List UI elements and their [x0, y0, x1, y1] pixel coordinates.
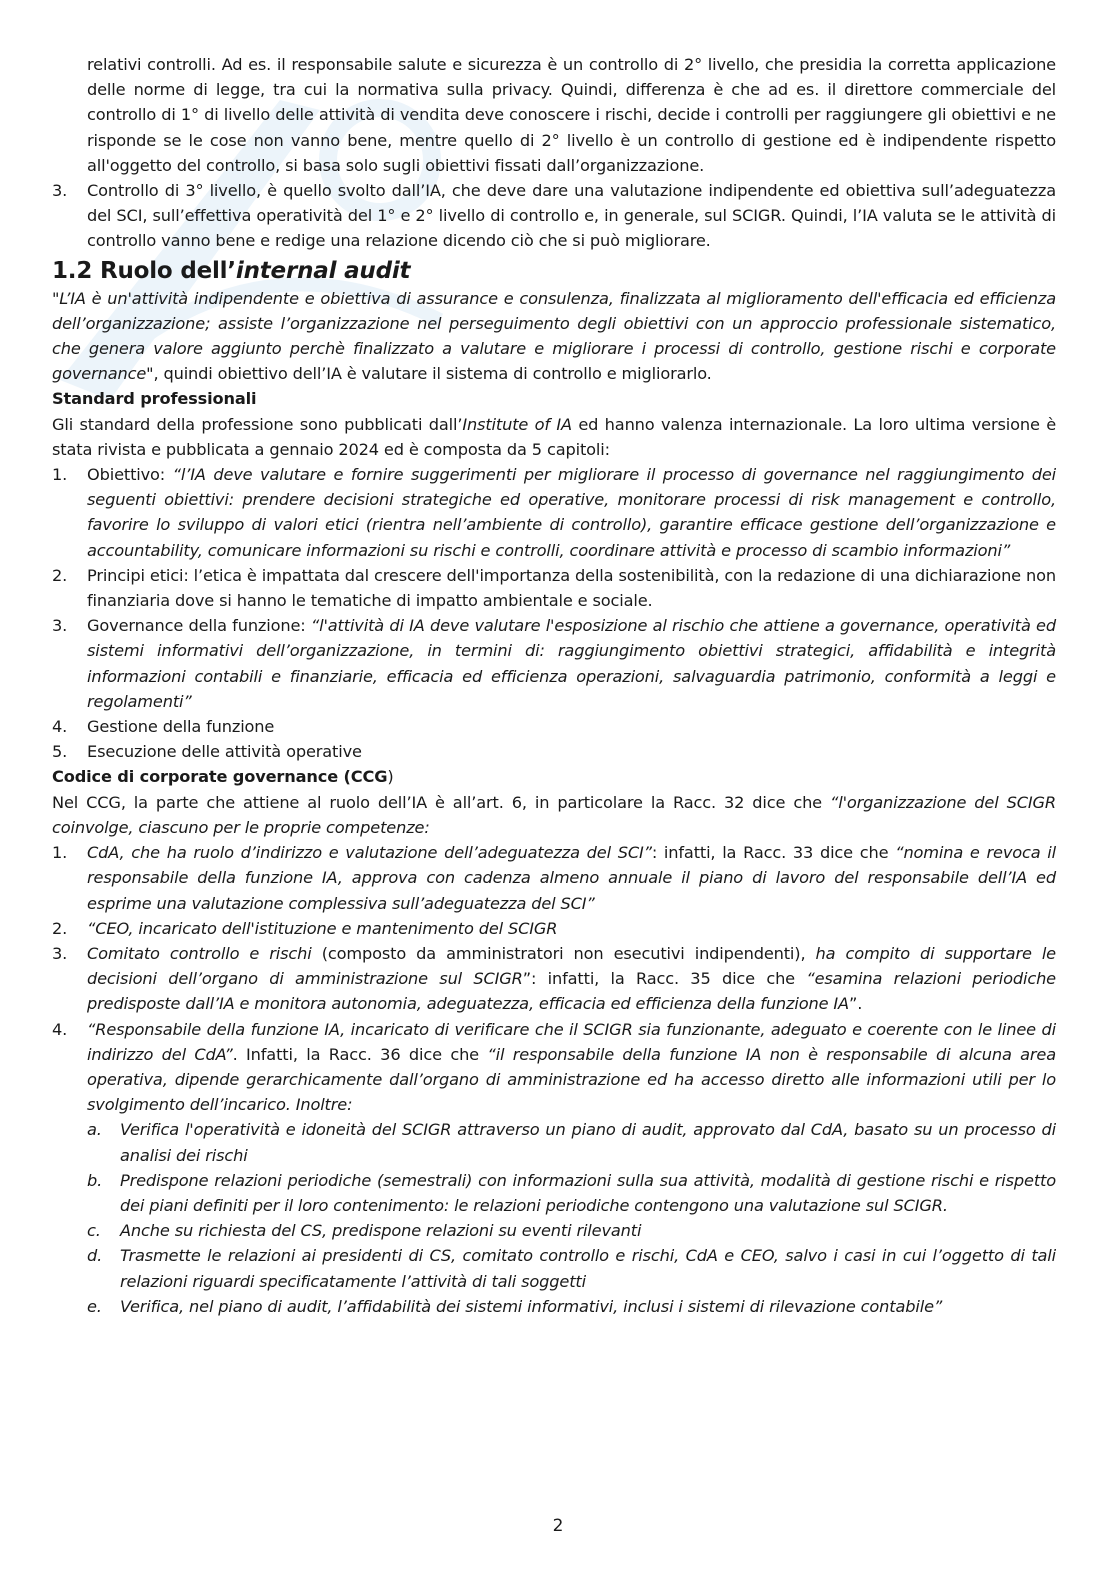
sub-list-item: [52, 1294, 1056, 1319]
list-item-italic: “il responsabile della funzione IA non è responsabile di alcuna area operativa, dipende gerarchicamente dall’organo di amministrazione ed ha accesso diretto alle informazioni utili per lo svolgimento dell’incarico. Inoltre:: [87, 1044, 1056, 1115]
list-item-italic: “CEO, incaricato dell'istituzione e mantenimento del SCIGR: [87, 918, 558, 938]
list-number: 1.: [52, 465, 68, 485]
list-item-italic: “l’IA deve valutare e fornire suggerimenti per migliorare il processo di governance nel raggiungimento dei seguenti obiettivi: prendere decisioni strategiche ed operative, monitorare processi di risk management e controllo, favorire lo sviluppo di valori etici (rientra nell’ambiente di controllo), garantire efficace gestione dell’organizzazione e accountability, comunicare informazioni su rischi e controlli, coordinare attività e processo di scambio informazioni”: [87, 465, 1056, 560]
list-number: 3.: [52, 616, 68, 636]
sub-list-item: [52, 1243, 1056, 1293]
sub-list-letter: b.: [87, 1170, 103, 1190]
standards-intro-a: Gli standard della professione sono pubblicati dall’: [52, 414, 463, 434]
section-title-italic: internal audit: [235, 257, 411, 284]
sub-list-letter: c.: [87, 1221, 101, 1241]
ccg-heading-bold: Codice di corporate governance (CCG: [52, 767, 388, 787]
list-item-lead: Gestione della funzione: [87, 717, 275, 737]
sub-list-item: [52, 1218, 1056, 1243]
sub-list-text: Anche su richiesta del CS, predispone relazioni su eventi rilevanti: [120, 1221, 642, 1241]
standards-intro-italic: Institute of IA: [462, 414, 572, 434]
sub-list-item: [52, 1168, 1056, 1218]
list-number: 2.: [52, 918, 68, 938]
sub-list-item: [52, 1117, 1056, 1167]
list-number: 5.: [52, 742, 68, 762]
definition-quote: "L’IA è un'attività indipendente e obiettiva di assurance e consulenza, finalizzata al miglioramento dell'efficacia ed efficienza dell’organizzazione; assiste l’organizzazione nel perseguimento degli obiettivi con un approccio professionale sistematico, che genera valore aggiunto perchè finalizzato a valutare e migliorare i processi di controllo, gestione rischi e corporate governance": [52, 288, 1056, 384]
list-item-lead: Esecuzione delle attività operative: [87, 742, 362, 762]
page-number: 2: [552, 1516, 564, 1536]
list-item: [52, 941, 1056, 1017]
document-page: [52, 52, 1056, 1319]
sub-list-letter: a.: [87, 1120, 102, 1140]
sub-list-text: Predispone relazioni periodiche (semestrali) con informazioni sulla sua attività, modalità di gestione rischi e rispetto dei piani definiti per il loro contenimento: le relazioni periodiche contengono una valutazione sul SCIGR.: [120, 1170, 1056, 1215]
definition-tail: , quindi obiettivo dell’IA è valutare il sistema di controllo e migliorarlo.: [153, 364, 712, 384]
ccg-intro: [52, 790, 1056, 840]
standards-intro: [52, 412, 1056, 462]
list-item: [52, 1017, 1056, 1118]
definition-paragraph: [52, 286, 1056, 387]
list-item-italic: ha compito di supportare le decisioni dell’organo di amministrazione sul SCIGR: [87, 943, 1056, 989]
level-3-item: [52, 178, 1056, 254]
list-number: 4.: [52, 1019, 68, 1039]
list-item: [52, 916, 1056, 941]
list-item-lead: Principi etici: l’etica è impattata dal crescere dell'importanza della sostenibilità, con la redazione di una dichiarazione non finanziaria dove si hanno le tematiche di impatto ambientale e sociale.: [87, 565, 1056, 611]
standards-heading: Standard professionali: [52, 389, 257, 409]
ccg-intro-a: Nel CCG, la parte che attiene al ruolo dell’IA è all’art. 6, in particolare la Racc. 32 dice che: [52, 792, 830, 812]
list-item: [52, 714, 1056, 739]
list-item: [52, 840, 1056, 916]
sub-list-text: Verifica l'operatività e idoneità del SCIGR attraverso un piano di audit, approvato dal CdA, basato su un processo di analisi dei rischi: [120, 1120, 1056, 1165]
list-item-italic: “l'attività di IA deve valutare l'esposizione al rischio che attiene a governance, operatività ed sistemi informativi dell’organizzazione, in termini di: raggiungimento obiettivi strategici, affidabilità e integrità informazioni contabili e finanziarie, efficacia ed efficienza operazioni, salvaguardia patrimonio, conformità a leggi e regolamenti”: [87, 616, 1056, 711]
list-item-italic: CdA, che ha ruolo d’indirizzo e valutazione dell’adeguatezza del SCI”: [87, 843, 652, 863]
list-number: 3.: [52, 181, 68, 201]
list-item-lead: Governance della funzione:: [87, 616, 311, 636]
list-item-lead: Obiettivo:: [87, 465, 173, 485]
list-number: 3.: [52, 943, 68, 963]
list-item-text: ”: infatti, la Racc. 35 dice che: [522, 969, 807, 989]
list-item-text: ”.: [848, 994, 863, 1014]
list-item-text: (composto da amministratori non esecutivi indipendenti),: [311, 943, 816, 963]
list-number: 1.: [52, 843, 68, 863]
list-item: [52, 739, 1056, 764]
list-item-italic: “esamina relazioni periodiche predisposte dall’IA e monitora autonomia, adeguatezza, efficacia ed efficienza della funzione IA: [87, 969, 1056, 1014]
list-number: 2.: [52, 565, 68, 585]
section-title: [52, 256, 1056, 286]
list-item-text: Controllo di 3° livello, è quello svolto dall’IA, che deve dare una valutazione indipendente ed obiettiva sull’adeguatezza del SCI, sull’effettiva operatività del 1° e 2° livello di controllo e, in generale, sul SCIGR. Quindi, l’IA valuta se le attività di controllo vanno bene e redige una relazione dicendo ciò che si può migliorare.: [87, 181, 1056, 251]
list-item-italic: “Responsabile della funzione IA, incaricato di verificare che il SCIGR sia funzionante, adeguato e coerente con le linee di indirizzo del CdA”: [87, 1019, 1056, 1064]
continuation-paragraph: relativi controlli. Ad es. il responsabile salute e sicurezza è un controllo di 2° livello, che presidia la corretta applicazione delle norme di legge, tra cui la normativa sulla privacy. Quindi, differenza è che ad es. il direttore commerciale del controllo di 1° di livello delle attività di vendita deve conoscere i rischi, decide i controlli per raggiungere gli obiettivi e ne risponde se le cose non vanno bene, mentre quello di 2° livello è un controllo di gestione ed è indipendente rispetto all'oggetto del controllo, si basa solo sugli obiettivi fissati dall’organizzazione.: [87, 55, 1056, 175]
sub-list-text: Verifica, nel piano di audit, l’affidabilità dei sistemi informativi, inclusi i sistemi di rilevazione contabile”: [120, 1296, 943, 1316]
list-number: 4.: [52, 717, 68, 737]
ccg-heading-close: ): [387, 767, 394, 787]
list-item: [52, 462, 1056, 563]
section-title-prefix: 1.2 Ruolo dell’: [52, 257, 236, 284]
sub-list-letter: e.: [87, 1296, 102, 1316]
standards-intro-b: ed hanno valenza internazionale. La loro ultima versione è stata rivista e pubblicata a gennaio 2024 ed è composta da 5 capitoli:: [52, 414, 1057, 459]
ccg-intro-italic: “l'organizzazione del SCIGR coinvolge, ciascuno per le proprie competenze:: [52, 792, 1056, 837]
list-item-text: : infatti, la Racc. 33 dice che: [651, 843, 896, 863]
ccg-heading: [52, 764, 1056, 789]
sub-list-letter: d.: [87, 1246, 103, 1266]
list-item-italic: “nomina e revoca il responsabile della funzione IA, approva con cadenza almeno annuale il piano di lavoro del responsabile dell’IA ed esprime una valutazione complessiva sull’adeguatezza del SCI”: [87, 843, 1056, 913]
list-item-text: . Infatti, la Racc. 36 dice che: [232, 1044, 488, 1064]
sub-list-text: Trasmette le relazioni ai presidenti di CS, comitato controllo e rischi, CdA e CEO, salvo i casi in cui l’oggetto di tali relazioni riguardi specificatamente l’attività di tali soggetti: [120, 1246, 1056, 1291]
list-item: [52, 613, 1056, 714]
list-item: [52, 563, 1056, 613]
list-item-italic: Comitato controllo e rischi: [87, 943, 312, 963]
